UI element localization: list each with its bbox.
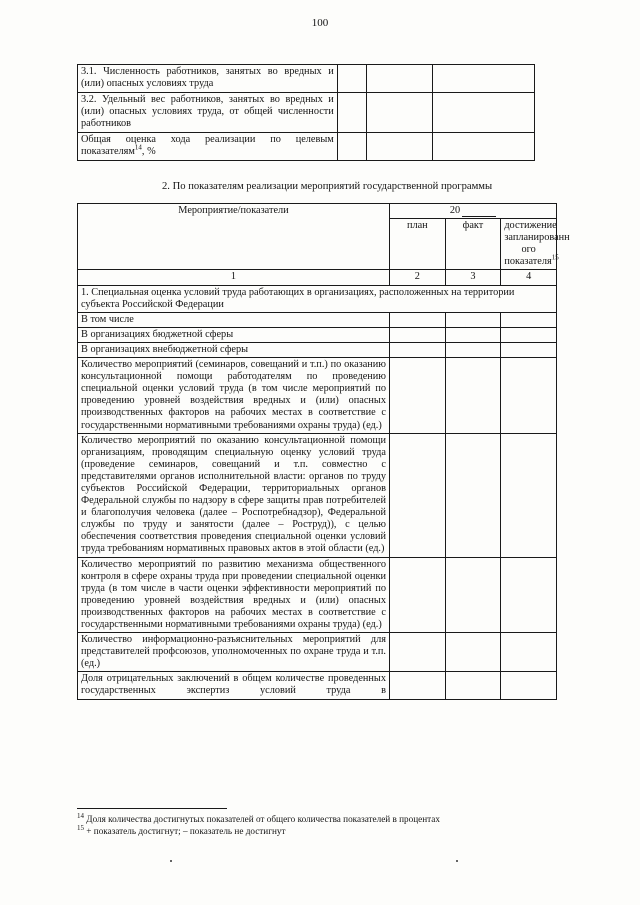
footnote	[77, 825, 557, 837]
table-row	[78, 672, 557, 699]
table-row	[78, 93, 535, 133]
table-row	[78, 133, 535, 161]
footnote-text: + показатель достигнут; – показатель не достигнут	[84, 826, 286, 836]
table-row	[78, 312, 557, 327]
header-measure: Мероприятие/показатели	[78, 204, 390, 270]
header-row	[78, 204, 557, 219]
row-label: В том числе	[78, 312, 390, 327]
table-row	[78, 342, 557, 357]
row-label-text: Общая оценка хода реализации по целевым показателям	[81, 134, 334, 158]
footnote-ref: 15	[551, 253, 559, 262]
footnote-text: Доля количества достигнутых показателей от общего количества показателей в процентах	[84, 814, 440, 824]
col-num: 2	[390, 270, 446, 285]
table-row	[78, 633, 557, 672]
header-year	[390, 204, 557, 219]
row-label	[78, 133, 338, 161]
program-activities-table	[77, 203, 570, 700]
row-label: Доля отрицательных заключений в общем количестве проведенных государственных экспертиз условий труда в	[78, 672, 390, 699]
footnote-divider	[77, 808, 227, 809]
row-label: Количество мероприятий по оказанию консультационной помощи организациям, проводящим специальную оценку условий труда (проведение семинаров, совещаний и т.п. совместно с представителями органов исполнительной власти: органов по труду субъектов Российской Федерации, территориальных органов Федеральной службы по надзору в сфере защиты прав потребителей и благополучия человека (далее – Роспотребнадзор), Федеральной службы по труду и занятости (далее – Роструд)), с целью обеспечения соответствия проведения специальной оценки условий труда требованиям нормативных правовых актов в этой области (ед.)	[78, 433, 390, 557]
col-num: 1	[78, 270, 390, 285]
row-label: Количество мероприятий (семинаров, совещаний и т.п.) по оказанию консультационной помощи работодателям по проведению специальной оценки условий труда (в том числе мероприятий по проведению уровней воздействия вредных и (или) опасных производственных факторов на рабочих местах в соответствие с государственными нормативными требованиями охраны труда) (ед.)	[78, 358, 390, 434]
table-row	[78, 358, 557, 434]
year-prefix: 20	[449, 205, 461, 216]
scan-speck	[170, 860, 172, 862]
footnote	[77, 813, 557, 825]
col-num: 3	[445, 270, 501, 285]
table-row	[78, 65, 535, 93]
table-row	[78, 327, 557, 342]
year-blank	[462, 206, 496, 217]
row-label: В организациях бюджетной сферы	[78, 327, 390, 342]
page-number: 100	[311, 17, 329, 29]
footnote-number: 14	[77, 811, 84, 820]
row-label: В организациях внебюджетной сферы	[78, 342, 390, 357]
section-row	[78, 285, 557, 312]
row-label-suffix: , %	[141, 146, 156, 158]
table-row	[78, 433, 557, 557]
header-achieve-text: достижение запланированн ого показателя	[504, 220, 570, 268]
row-label: 3.2. Удельный вес работников, занятых во вредных и (или) опасных условиях труда, от общей численности работников	[78, 93, 338, 133]
row-label: 3.1. Численность работников, занятых во вредных и (или) опасных условиях труда	[78, 65, 338, 93]
header-fact: факт	[445, 219, 501, 270]
section-title: 2. По показателям реализации мероприятий государственной программы	[162, 181, 493, 192]
header-plan: план	[390, 219, 446, 270]
table-row	[78, 557, 557, 633]
col-num: 4	[501, 270, 557, 285]
row-label: Количество информационно-разъяснительных мероприятий для представителей профсоюзов, уполномоченных по охране труда и т.п. (ед.)	[78, 633, 390, 672]
row-label: Количество мероприятий по развитию механизма общественного контроля в сфере охраны труда при проведении специальной оценки труда (в том числе в части оценки эффективности мероприятий по проведению уровней воздействия вредных и (или) опасных производственных факторов на рабочих местах в соответствие с государственными нормативными требованиями охраны труда) (ед.)	[78, 557, 390, 633]
section-label: 1. Специальная оценка условий труда работающих в организациях, расположенных на территории субъекта Российской Федерации	[78, 285, 557, 312]
column-numbers-row	[78, 270, 557, 285]
footnotes	[77, 813, 557, 837]
target-indicators-table	[77, 64, 535, 161]
footnote-ref: 14	[134, 143, 142, 152]
scan-speck	[456, 860, 458, 862]
footnote-number: 15	[77, 823, 84, 832]
header-achieve	[501, 219, 570, 270]
